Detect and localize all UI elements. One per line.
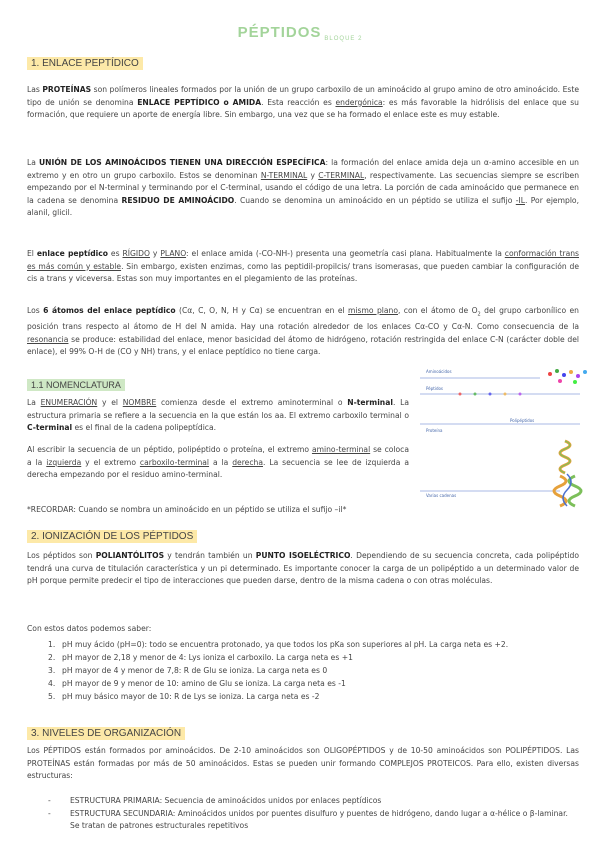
figure-label-polypeptides: Polipéptidos bbox=[510, 418, 535, 423]
quaternary-shape bbox=[554, 474, 581, 506]
title-text: PÉPTIDOS bbox=[237, 24, 322, 41]
structure-list bbox=[48, 795, 579, 833]
s3-paragraph-1: Los PÉPTIDOS están formados por aminoácidos. De 2-10 aminoácidos son OLIGOPÉPTIDOS y de 10-50 aminoácidos son POLIPÉPTIDOS. Las PROTEÍNAS están formadas por más de 50 aminoácidos. Estas se pueden unir formando COMPLEJOS PROTEICOS. Para ello, existen diversas estructuras: bbox=[27, 746, 579, 781]
s1-paragraph-3: El enlace peptídico es RÍGIDO y PLANO: el enlace amida (-CO-NH-) presenta una geometría casi plana. Habitualmente la conformación trans es más común y estable. Sin embargo, existen enzimas, como las peptidil-propilcis/ trans isomerasas, que pueden cambiar la configuración de cis a trans y viceversa. Estas son muy importantes en el plegamiento de las proteínas. bbox=[27, 249, 580, 284]
s11-paragraph-1: La ENUMERACIÓN y el NOMBRE comienza desde el extremo aminoterminal o N-terminal. La estructura primaria se refiere a la secuencia en la que están los aa. El extremo carboxilo terminal o C-terminal es el final de la cadena polipeptídica. bbox=[27, 398, 409, 433]
s11-paragraph-2: Al escribir la secuencia de un péptido, polipéptido o proteína, el extremo amino-terminal se coloca a la izquierda y el extremo carboxilo-terminal a la derecha. La secuencia se lee de izquierda a derecha empezando por el residuo amino-terminal. bbox=[27, 445, 409, 480]
s1-paragraph-4: Los 6 átomos del enlace peptídico (Cα, C, O, N, H y Cα) se encuentran en el mismo plano, con el átomo de $O_2$ del grupo carbonílico en posición trans respecto al átomo de H del N amida. Hay una rotación alrededor de los enlaces Cα-CO y Cα-N. Como consecuencia de la resonancia se produce: estabilidad del enlace, menor basicidad del átomo de hidrógeno, rotación restringida del enlace C-N (carácter doble del enlace), el 99% O-H de (CO y NH) trans, y el enlace peptídico no tiene carga. bbox=[27, 306, 579, 357]
figure-label-amino-acids: Aminoácidos bbox=[426, 369, 452, 374]
s11-reminder: *RECORDAR: Cuando se nombra un aminoácido en un péptido se utiliza el sufijo –il* bbox=[27, 505, 347, 514]
section-1-heading: 1. ENLACE PEPTÍDICO bbox=[27, 57, 143, 70]
list-item: - ESTRUCTURA SECUNDARIA: Aminoácidos unidos por puentes disulfuro y puentes de hidrógeno, dando lugar a α-hélice o β-laminar. Se tratan de patrones estructurales repetitivos bbox=[48, 808, 568, 831]
s2-paragraph-1: Los péptidos son POLIANTÓLITOS y tendrán también un PUNTO ISOELÉCTRICO. Dependiendo de su secuencia concreta, cada polipéptido tendrá una curva de titulación característica y un pi determinado. Es importante conocer la carga de un polipéptido a un determinado valor de pH porque permite predecir el tipo de interacciones que pueden darse, dentro de la misma cadena o con otras moléculas. bbox=[27, 551, 579, 586]
amino-acid-dots bbox=[548, 369, 587, 384]
figure-label-multiple-chains: Varias cadenas bbox=[426, 493, 457, 498]
list-item: 1. pH muy ácido (pH=0): todo se encuentra protonado, ya que todos los pKa son superiores al pH. La carga neta es +2. bbox=[48, 640, 509, 649]
list-item: - ESTRUCTURA PRIMARIA: Secuencia de aminoácidos unidos por enlaces peptídicos bbox=[48, 796, 382, 805]
page-title bbox=[0, 24, 600, 42]
section-2-heading: 2. IONIZACIÓN DE LOS PÉPTIDOS bbox=[27, 530, 197, 543]
s1-paragraph-2: La UNIÓN DE LOS AMINOÁCIDOS TIENEN UNA DIRECCIÓN ESPECÍFICA: la formación del enlace amida deja un α-amino accesible en un extremo y en otro un grupo carboxilo. Estos se denominan N-TERMINAL y C-TERMINAL, respectivamente. Las secuencias siempre se escriben empezando por el N-terminal y terminando por el C-terminal, usando el código de una letra. La porción de cada aminoácido que permanece en la cadena se denomina RESIDUO DE AMINOÁCIDO. Cuando se denomina un aminoácido en un péptido se utiliza el sufijo -IL. Por ejemplo, alanil, glicil. bbox=[27, 158, 580, 218]
ionization-list bbox=[48, 638, 508, 703]
list-item: 4. pH mayor de 9 y menor de 10: amino de Glu se ioniza. La carga neta es -1 bbox=[48, 679, 346, 688]
protein-levels-figure bbox=[420, 366, 590, 516]
s2-paragraph-2: Con estos datos podemos saber: bbox=[27, 624, 152, 633]
section-3-heading: 3. NIVELES DE ORGANIZACIÓN bbox=[27, 727, 185, 740]
helix-shape bbox=[560, 441, 570, 473]
list-item: 5. pH muy básico mayor de 10: R de Lys se ioniza. La carga neta es -2 bbox=[48, 692, 320, 701]
list-item: 3. pH mayor de 4 y menor de 7,8: R de Glu se ioniza. La carga neta es 0 bbox=[48, 666, 328, 675]
section-1-1-heading: 1.1 NOMENCLATURA bbox=[27, 379, 125, 391]
s1-paragraph-1: Las PROTEÍNAS son polímeros lineales formados por la unión de un grupo carboxilo de un aminoácido al grupo amino de otro aminoácido. Este tipo de unión se denomina ENLACE PEPTÍDICO o AMIDA. Esta reacción es endergónica: es más favorable la hidrólisis del enlace que su formación, que requiere un aporte de energía libre. Sin embargo, una vez que se ha formado el enlace este es muy estable. bbox=[27, 85, 579, 120]
list-item: 2. pH mayor de 2,18 y menor de 4: Lys ioniza el carboxilo. La carga neta es +1 bbox=[48, 653, 353, 662]
subtitle: BLOQUE 2 bbox=[324, 36, 363, 42]
figure-label-protein: Proteína bbox=[426, 428, 443, 433]
figure-label-peptides: Péptidos bbox=[426, 386, 444, 391]
